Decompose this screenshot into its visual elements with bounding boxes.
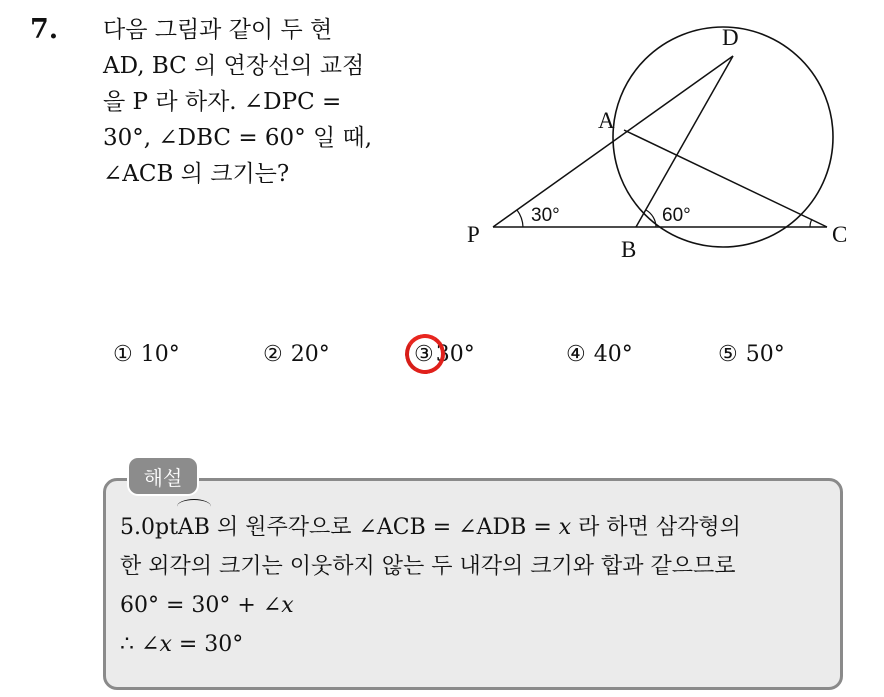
angle-arc-c [810,219,812,227]
geometry-figure [455,18,855,268]
question-line-4: 30°, ∠DBC = 60° 일 때, [103,125,373,151]
solution-var-x: x [558,515,572,540]
angle-arc-p [517,210,523,227]
choice-1[interactable] [113,342,180,367]
line-pd [493,56,733,227]
angle-arc-b [646,210,656,227]
label-p: P [467,222,480,247]
question-line-1 [103,12,438,48]
solution-line-1 [120,508,825,547]
question-line-2: AD, BC 의 연장선의 교점 [103,53,365,79]
choice-2-value: 20° [290,342,330,367]
choice-4-mark: ④ [566,342,586,367]
label-d: D [722,25,739,50]
angle-label-60: 60° [662,205,691,226]
solution-line-1-rest: 의 원주각으로 ∠ACB = ∠ADB = [209,515,559,540]
choice-2-mark: ② [263,342,283,367]
choice-5[interactable] [718,342,785,367]
solution-line-2: 한 외각의 크기는 이웃하지 않는 두 내각의 크기와 합과 같으므로 [120,554,736,579]
solution-line-3-text: 60° = 30° + ∠ [120,593,282,618]
solution-line-4-text: ∴ ∠ [120,632,160,657]
solution-line-3 [120,586,825,625]
angle-label-30: 30° [531,205,560,226]
choice-3-mark: ③ [414,342,434,367]
choice-1-mark: ① [113,342,133,367]
chord-bd [636,56,733,227]
arc-ab-label: AB [178,508,210,547]
solution-line-4-var: x [159,632,172,657]
label-b: B [621,237,637,262]
choice-1-value: 10° [140,342,180,367]
label-a: A [598,108,615,133]
choice-3-value: 30° [435,342,475,367]
solution-line-4-tail: = 30° [171,632,244,657]
solution-prefix: 5.0pt [120,515,178,540]
solution-line-4 [120,625,825,664]
chord-ac [624,130,827,227]
question-line-5: ∠ACB 의 크기는? [103,161,290,187]
question-line-1-text: 다음 그림과 같이 두 현 [103,17,333,43]
question-number: 7. [30,14,59,45]
question-line-3: 을 P 라 하자. ∠DPC = [103,89,342,115]
question-text [103,12,438,192]
solution-tag: 해설 [129,458,197,494]
choice-4-value: 40° [593,342,633,367]
solution-text [120,508,825,664]
solution-line-3-var: x [281,593,294,618]
label-c: C [832,222,848,247]
choice-5-mark: ⑤ [718,342,738,367]
choice-2[interactable] [263,342,330,367]
choice-4[interactable] [566,342,633,367]
choice-5-value: 50° [745,342,785,367]
solution-line-1-tail: 라 하면 삼각형의 [571,515,741,540]
